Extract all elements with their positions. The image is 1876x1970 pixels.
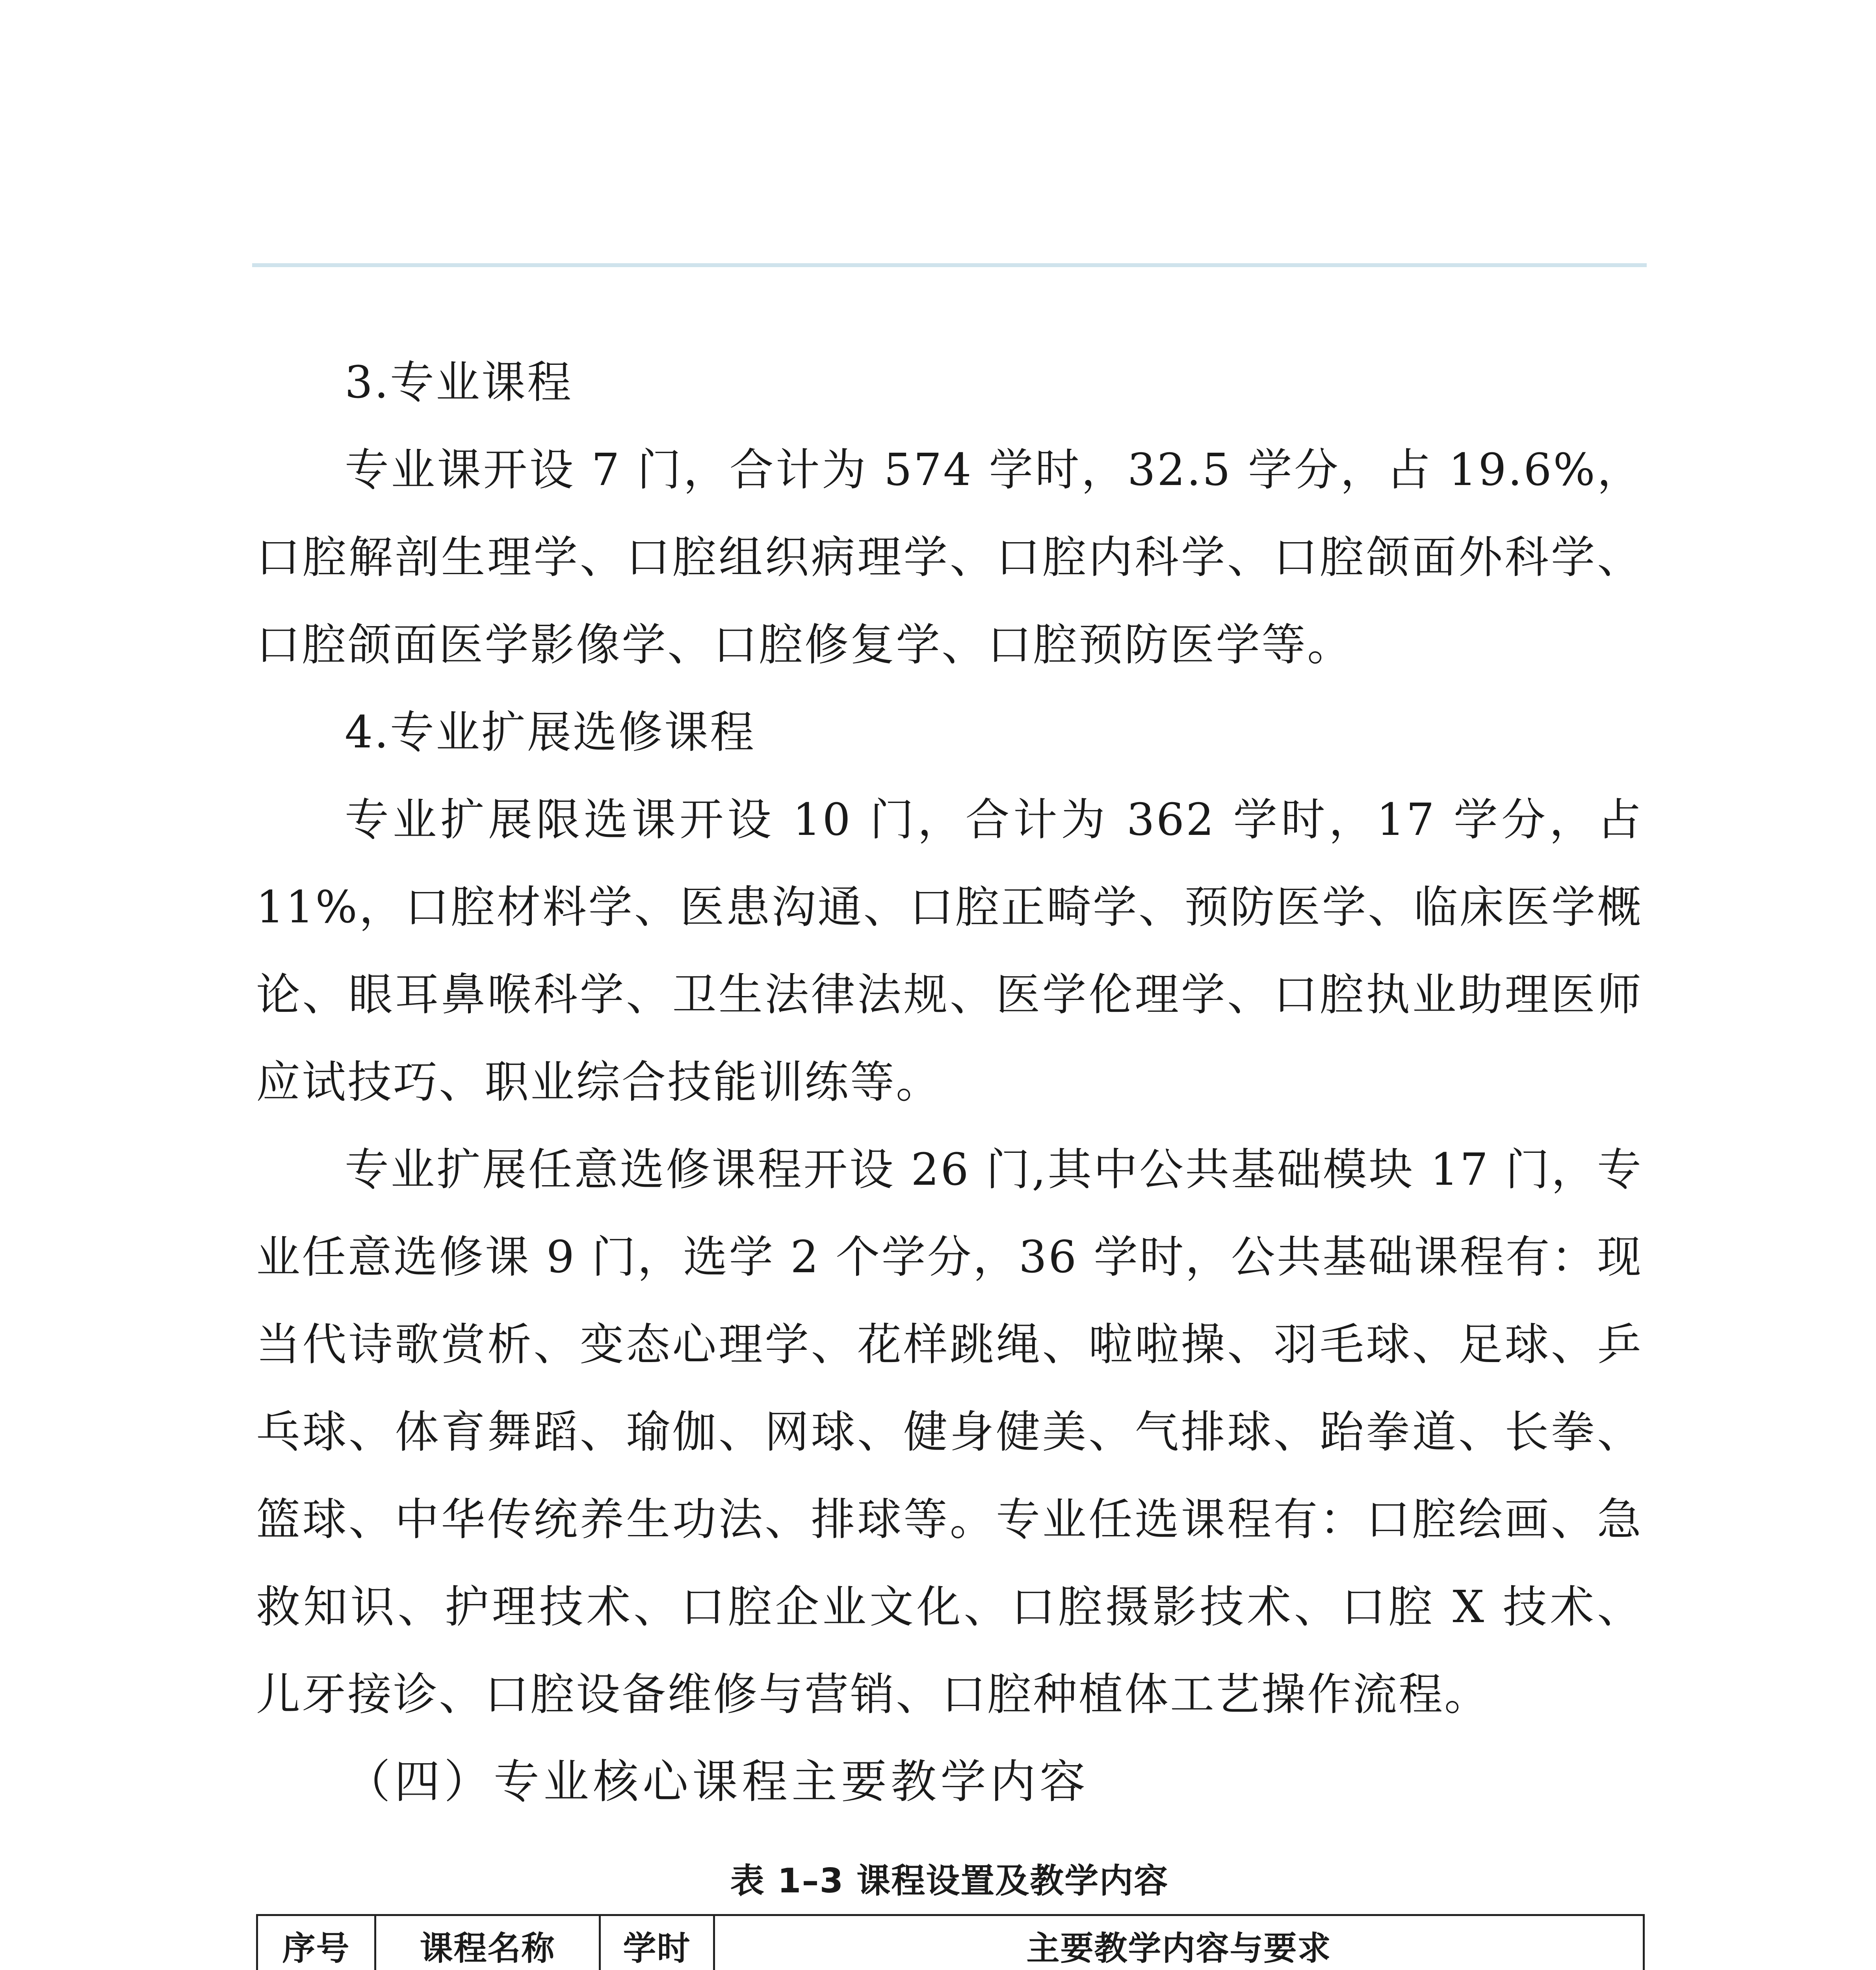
core-courses-heading: （四）专业核心课程主要教学内容 <box>345 1755 1089 1808</box>
header-name: 课程名称 <box>375 1915 600 1970</box>
course-table <box>256 1914 1645 1970</box>
section-3-heading: 3.专业课程 <box>345 357 573 408</box>
header-rule <box>252 263 1647 267</box>
section-3-paragraph: 专业课开设 7 门，合计为 574 学时，32.5 学分，占 19.6%，口腔解剖生理学、口腔组织病理学、口腔内科学、口腔颌面外科学、口腔颌面医学影像学、口腔修复学、口腔预防医学等。 <box>256 444 1643 671</box>
page-content <box>256 339 1643 1970</box>
header-content: 主要教学内容与要求 <box>714 1915 1644 1970</box>
header-no: 序号 <box>257 1915 375 1970</box>
section-4-paragraph-1: 专业扩展限选课开设 10 门，合计为 362 学时，17 学分，占 11%，口腔材料学、医患沟通、口腔正畸学、预防医学、临床医学概论、眼耳鼻喉科学、卫生法律法规、医学伦理学、口腔执业助理医师应试技巧、职业综合技能训练等。 <box>256 794 1643 1108</box>
section-4-paragraph-2: 专业扩展任意选修课程开设 26 门,其中公共基础模块 17 门，专业任意选修课 9 门，选学 2 个学分，36 学时，公共基础课程有：现当代诗歌赏析、变态心理学、花样跳绳、啦啦操、羽毛球、足球、乒乓球、体育舞蹈、瑜伽、网球、健身健美、气排球、跆拳道、长拳、篮球、中华传统养生功法、排球等。专业任选课程有：口腔绘画、急救知识、护理技术、口腔企业文化、口腔摄影技术、口腔 X 技术、儿牙接诊、口腔设备维修与营销、口腔种植体工艺操作流程。 <box>256 1144 1643 1720</box>
table-header-row <box>257 1915 1644 1970</box>
header-hours: 学时 <box>600 1915 714 1970</box>
table-caption: 表 1–3 课程设置及教学内容 <box>730 1861 1169 1901</box>
section-4-heading: 4.专业扩展选修课程 <box>345 707 756 758</box>
